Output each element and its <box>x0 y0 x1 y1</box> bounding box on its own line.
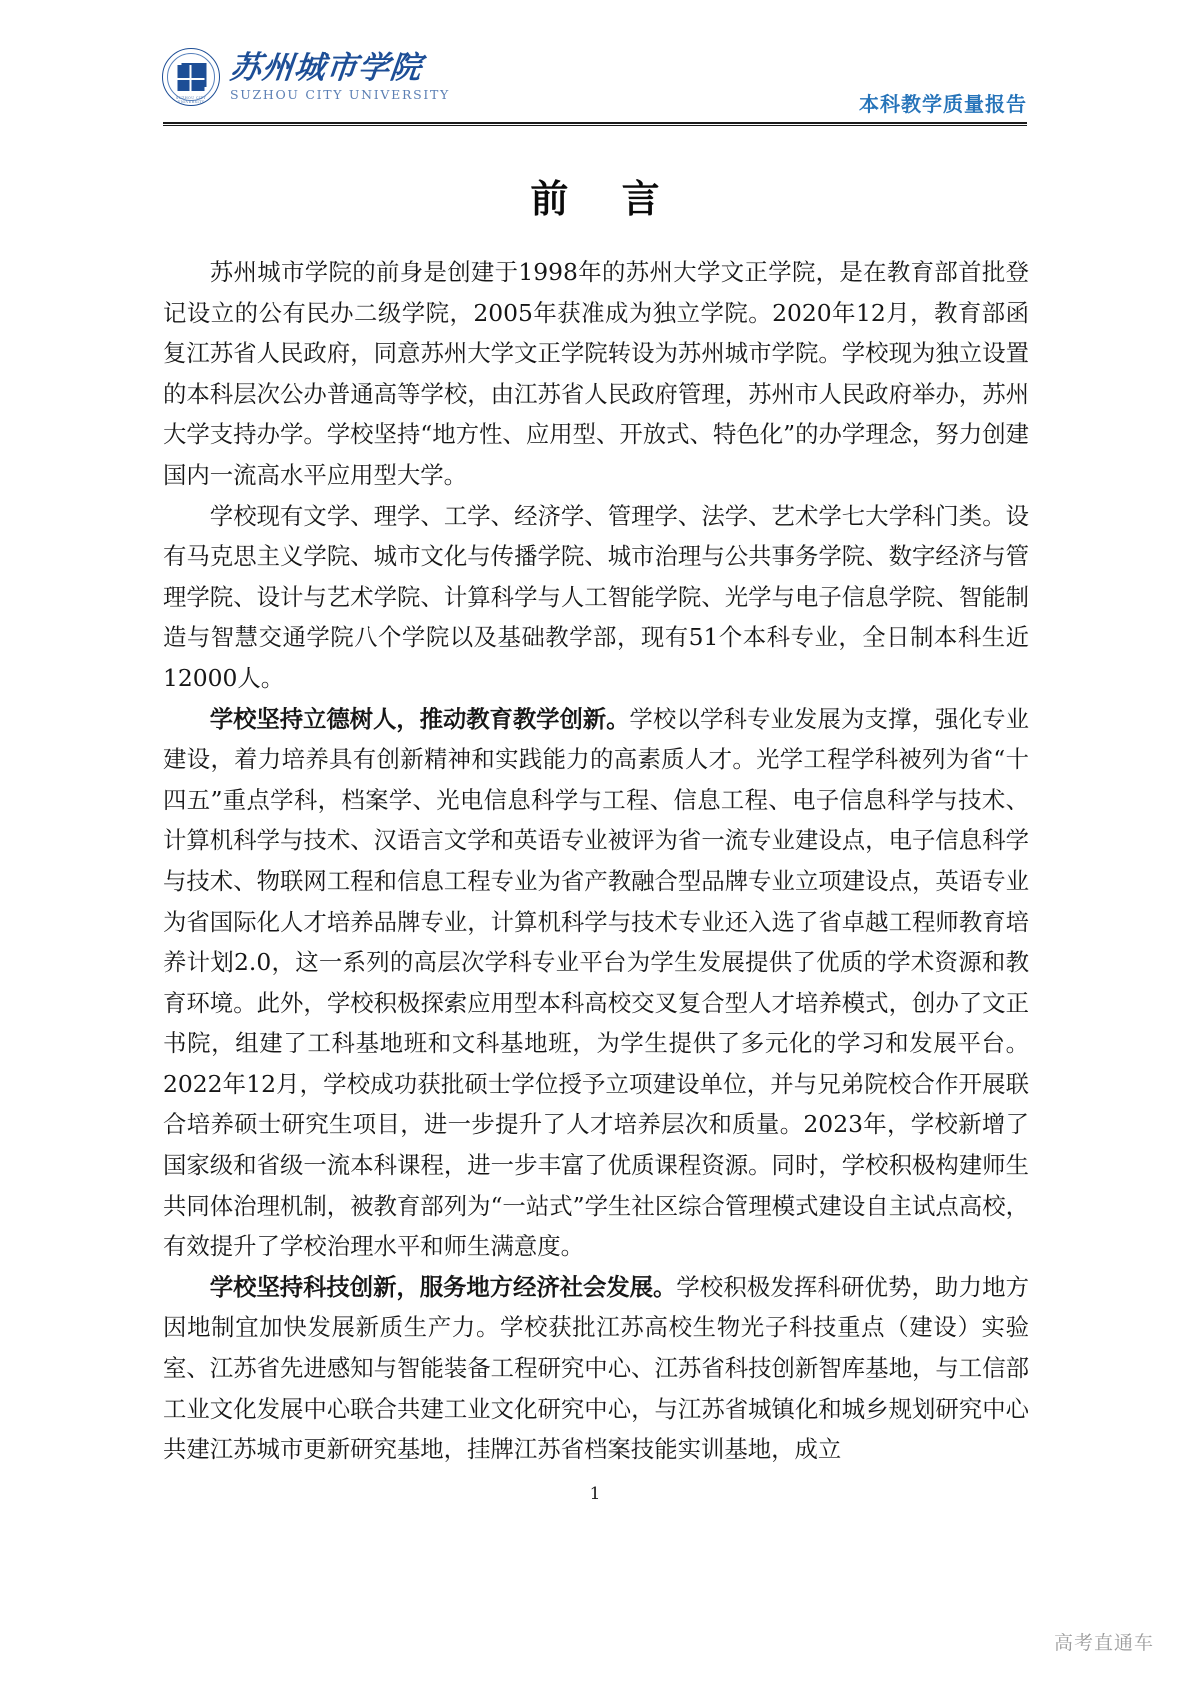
page-header <box>0 0 1190 132</box>
page-title: 前 言 <box>530 177 680 221</box>
paragraph-1-text: 苏州城市学院的前身是创建于1998年的苏州大学文正学院，是在教育部首批登记设立的公有民办二级学院，2005年获准成为独立学院。2020年12月，教育部函复江苏省人民政府，同意苏州大学文正学院转设为苏州城市学院。学校现为独立设置的本科层次公办普通高等学校，由江苏省人民政府管理，苏州市人民政府举办，苏州大学支持办学。学校坚持“地方性、应用型、开放式、特色化”的办学理念，努力创建国内一流高水平应用型大学。 <box>163 258 1029 489</box>
paragraph-3-lead: 学校坚持立德树人，推动教育教学创新。 <box>209 704 630 733</box>
paragraph-4 <box>163 1267 1029 1470</box>
university-name-en: SUZHOU CITY UNIVERSITY <box>230 86 450 102</box>
paragraph-1 <box>163 252 1029 496</box>
paragraph-2 <box>163 496 1029 699</box>
paragraph-2-text: 学校现有文学、理学、工学、经济学、管理学、法学、艺术学七大学科门类。设有马克思主义学院、城市文化与传播学院、城市治理与公共事务学院、数字经济与管理学院、设计与艺术学院、计算科学与人工智能学院、光学与电子信息学院、智能制造与智慧交通学院八个学院以及基础教学部，现有51个本科专业，全日制本科生近12000人。 <box>163 501 1029 692</box>
document-body <box>163 252 1029 1470</box>
report-header-label: 本科教学质量报告 <box>859 92 1027 116</box>
watermark-label: 高考直通车 <box>1053 1632 1154 1654</box>
seal-emblem-icon <box>178 65 205 91</box>
university-logo <box>162 48 450 106</box>
paragraph-4-lead: 学校坚持科技创新，服务地方经济社会发展。 <box>209 1272 677 1301</box>
paragraph-4-text: 学校积极发挥科研优势，助力地方因地制宜加快发展新质生产力。学校获批江苏高校生物光子科技重点（建设）实验室、江苏省先进感知与智能装备工程研究中心、江苏省科技创新智库基地，与工信部工业文化发展中心联合共建工业文化研究中心，与江苏省城镇化和城乡规划研究中心共建江苏城市更新研究基地，挂牌江苏省档案技能实训基地，成立 <box>163 1272 1030 1464</box>
seal-arc-text: SUZHOU CITY UNIVERSITY <box>175 96 207 104</box>
header-divider <box>163 122 1027 126</box>
paragraph-3 <box>163 699 1029 1267</box>
university-name-cn: 苏州城市学院 <box>228 49 424 86</box>
header-divider-thin-line <box>163 125 1027 126</box>
university-seal-icon <box>162 48 220 106</box>
paragraph-3-text: 学校以学科专业发展为支撑，强化专业建设，着力培养具有创新精神和实践能力的高素质人才。光学工程学科被列为省“十四五”重点学科，档案学、光电信息科学与工程、信息工程、电子信息科学与技术、计算机科学与技术、汉语言文学和英语专业被评为省一流专业建设点，电子信息科学与技术、物联网工程和信息工程专业为省产教融合型品牌专业立项建设点，英语专业为省国际化人才培养品牌专业，计算机科学与技术专业还入选了省卓越工程师教育培养计划2.0，这一系列的高层次学科专业平台为学生发展提供了优质的学术资源和教育环境。此外，学校积极探索应用型本科高校交叉复合型人才培养模式，创办了文正书院，组建了工科基地班和文科基地班，为学生提供了多元化的学习和发展平台。2022年12月，学校成功获批硕士学位授予立项建设单位，并与兄弟院校合作开展联合培养硕士研究生项目，进一步提升了人才培养层次和质量。2023年，学校新增了国家级和省级一流本科课程，进一步丰富了优质课程资源。同时，学校积极构建师生共同体治理机制，被教育部列为“一站式”学生社区综合管理模式建设自主试点高校，有效提升了学校治理水平和师生满意度。 <box>163 704 1030 1261</box>
page-number: 1 <box>589 1484 601 1504</box>
university-name-block <box>228 49 450 102</box>
header-divider-thick-line <box>163 122 1027 124</box>
